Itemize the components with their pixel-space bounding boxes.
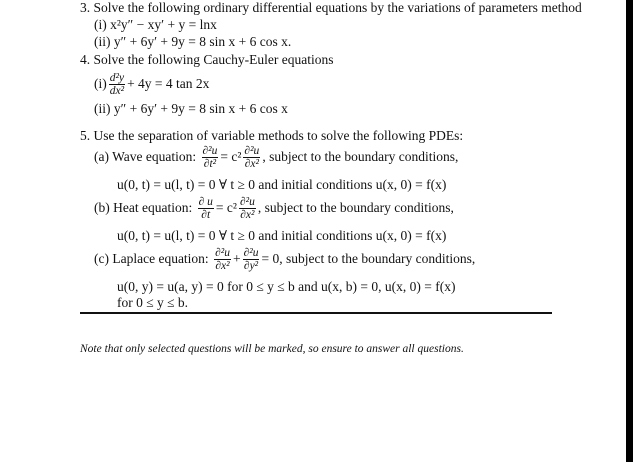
heat-rhs-fraction (239, 196, 256, 221)
laplace-tail: = 0, subject to the boundary conditions, (261, 251, 476, 266)
q5-wave-equation (94, 143, 458, 171)
q4-item-i-rest: + 4y = 4 tan 2x (127, 76, 210, 91)
wave-rhs-fraction (243, 145, 260, 170)
wave-lhs-fraction (202, 145, 219, 170)
wave-rhs-den: ∂x² (244, 158, 259, 171)
section-divider (80, 312, 552, 314)
heat-label: (b) Heat equation: (94, 200, 193, 215)
heat-eq: = c² (215, 200, 237, 215)
q4-frac-num: d²y (109, 72, 125, 85)
wave-conditions: u(0, t) = u(l, t) = 0 ∀ t ≥ 0 and initial conditions u(x, 0) = f(x) (117, 177, 447, 192)
laplace-t1-den: ∂x² (215, 260, 230, 273)
q4-item-i-fraction (109, 72, 125, 97)
laplace-t2-num: ∂²u (243, 247, 259, 260)
laplace-conditions: u(0, y) = u(a, y) = 0 for 0 ≤ y ≤ b and u(x, b) = 0, u(x, 0) = f(x) (117, 279, 456, 294)
wave-lhs-den: ∂t² (202, 157, 219, 170)
q4-frac-den: dx² (109, 85, 125, 98)
q5-heat-equation (94, 194, 454, 222)
q3-item-i: (i) x²y″ − xy′ + y = lnx (94, 17, 217, 32)
q4-item-i-prefix: (i) (94, 76, 107, 91)
q5-laplace-equation (94, 245, 475, 273)
q4-heading: 4. Solve the following Cauchy-Euler equations (80, 52, 334, 67)
q4-item-i (94, 70, 209, 98)
wave-tail: , subject to the boundary conditions, (262, 149, 459, 164)
wave-eq: = c² (220, 149, 242, 164)
heat-lhs-num: ∂ u (198, 196, 213, 209)
wave-label: (a) Wave equation: (94, 149, 197, 164)
laplace-range: for 0 ≤ y ≤ b. (117, 295, 189, 310)
wave-rhs-num: ∂²u (244, 145, 260, 158)
laplace-t2-den: ∂y² (243, 260, 259, 273)
heat-conditions: u(0, t) = u(l, t) = 0 ∀ t ≥ 0 and initial conditions u(x, 0) = f(x) (117, 228, 447, 243)
heat-lhs-fraction (198, 196, 214, 221)
q4-item-ii: (ii) y″ + 6y′ + 9y = 8 sin x + 6 cos x (94, 101, 288, 116)
q5-heading: 5. Use the separation of variable methods to solve the following PDEs: (80, 128, 464, 143)
laplace-term2-fraction (243, 247, 260, 272)
laplace-label: (c) Laplace equation: (94, 251, 209, 266)
laplace-term1-fraction (214, 247, 231, 272)
heat-lhs-den: ∂t (198, 208, 214, 221)
laplace-t1-num: ∂²u (215, 247, 230, 260)
heat-rhs-num: ∂²u (239, 196, 255, 209)
heat-tail: , subject to the boundary conditions, (257, 200, 454, 215)
heat-rhs-den: ∂x² (240, 209, 255, 222)
q3-heading: 3. Solve the following ordinary differential equations by the variations of parameters method (80, 0, 582, 15)
laplace-plus: + (232, 251, 241, 266)
wave-lhs-num: ∂²u (202, 145, 218, 158)
q3-item-ii: (ii) y″ + 6y′ + 9y = 8 sin x + 6 cos x. (94, 34, 292, 49)
footer-note: Note that only selected questions will be marked, so ensure to answer all questions. (80, 343, 464, 355)
